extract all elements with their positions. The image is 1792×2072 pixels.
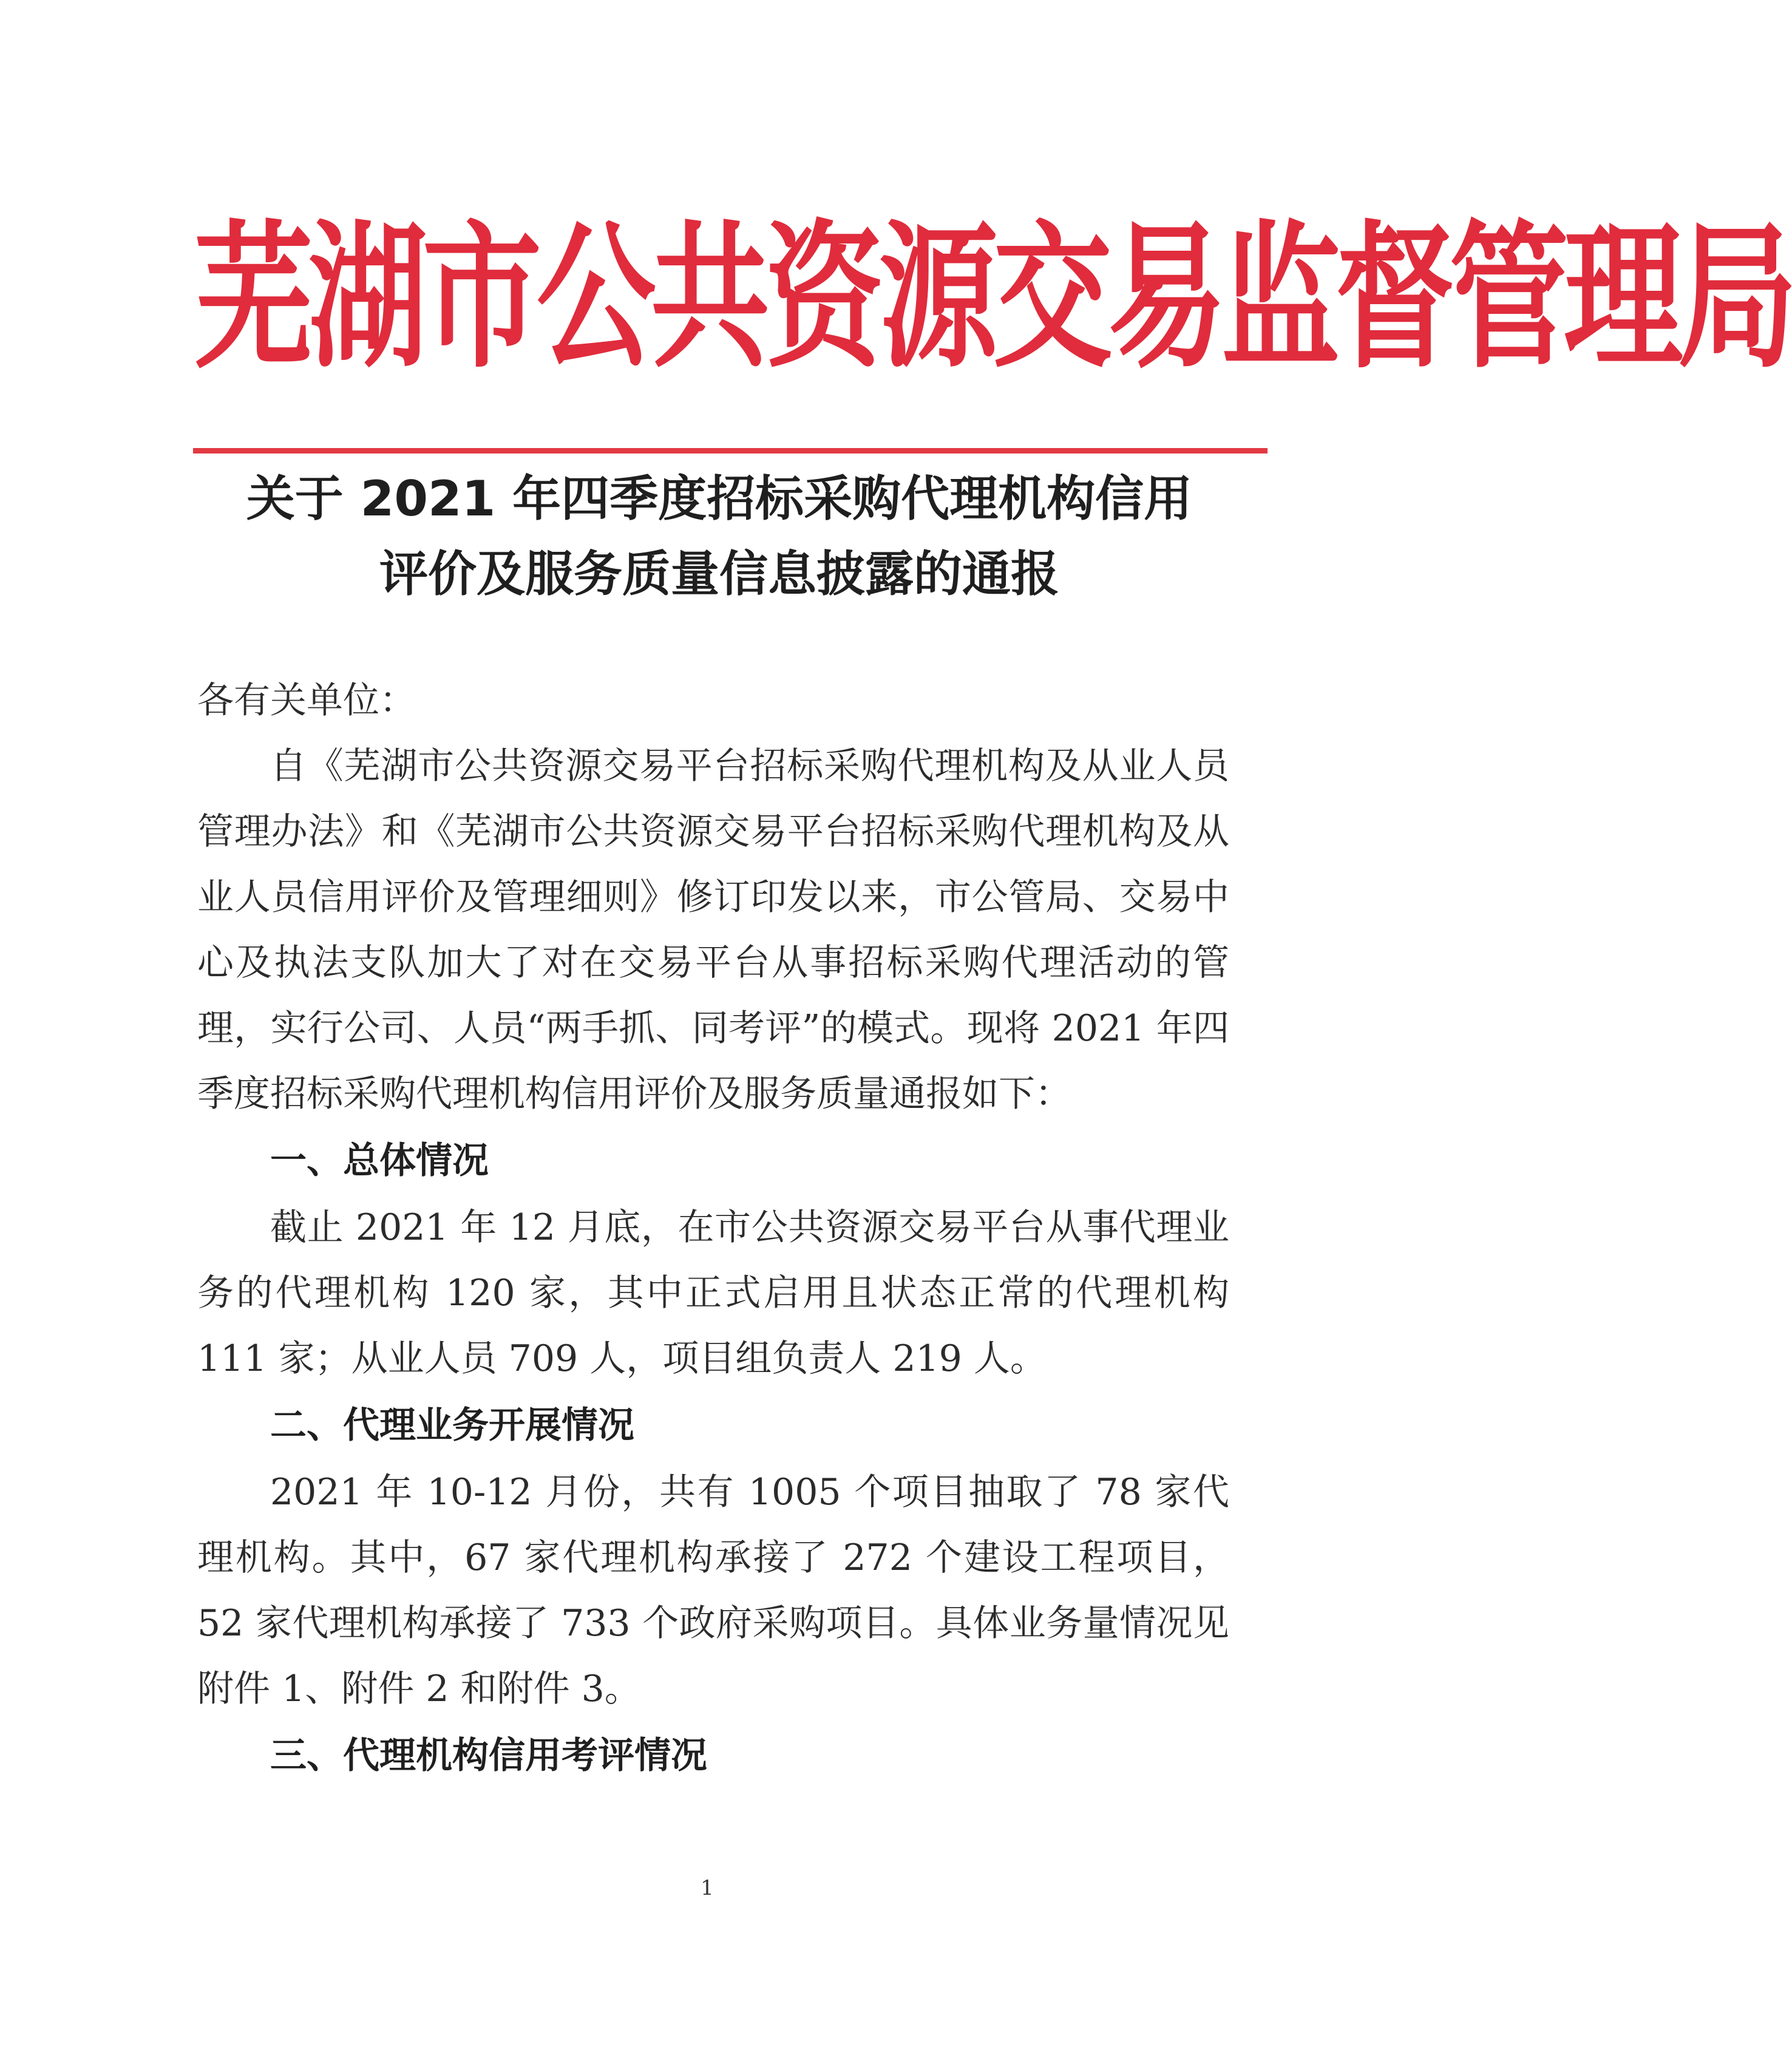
letterhead-issuer: 芜湖市公共资源交易监督管理局 [194, 205, 1792, 390]
section-paragraph-business: 2021 年 10-12 月份，共有 1005 个项目抽取了 78 家代理机构。其中，67 家代理机构承接了 272 个建设工程项目，52 家代理机构承接了 733 个政府采购项目。具体业务量情况见附件 1、附件 2 和附件 3。 [197, 1471, 1229, 1710]
section-heading-business: 二、代理业务开展情况 [270, 1404, 634, 1447]
document-body [197, 668, 1229, 1790]
section-paragraph-overview: 截止 2021 年 12 月底，在市公共资源交易平台从事代理业务的代理机构 120 家，其中正式启用且状态正常的代理机构 111 家；从业人员 709 人，项目组负责人 219 人。 [197, 1206, 1229, 1380]
letterhead-red-rule [193, 448, 1268, 453]
document-title-line-2: 评价及服务质量信息披露的通报 [379, 546, 1059, 602]
document-title-line-1: 关于 2021 年四季度招标采购代理机构信用 [246, 470, 1193, 527]
salutation: 各有关单位： [197, 679, 416, 722]
section-heading-credit-evaluation: 三、代理机构信用考评情况 [270, 1734, 707, 1777]
intro-paragraph: 自《芜湖市公共资源交易平台招标采购代理机构及从业人员管理办法》和《芜湖市公共资源交易平台招标采购代理机构及从业人员信用评价及管理细则》修订印发以来，市公管局、交易中心及执法支队加大了对在交易平台从事招标采购代理活动的管理，实行公司、人员“两手抓、同考评”的模式。现将 2021 年四季度招标采购代理机构信用评价及服务质量通报如下： [197, 745, 1229, 1115]
page-number: 1 [701, 1876, 714, 1900]
document-title [152, 461, 1287, 612]
section-heading-overview: 一、总体情况 [270, 1140, 489, 1182]
